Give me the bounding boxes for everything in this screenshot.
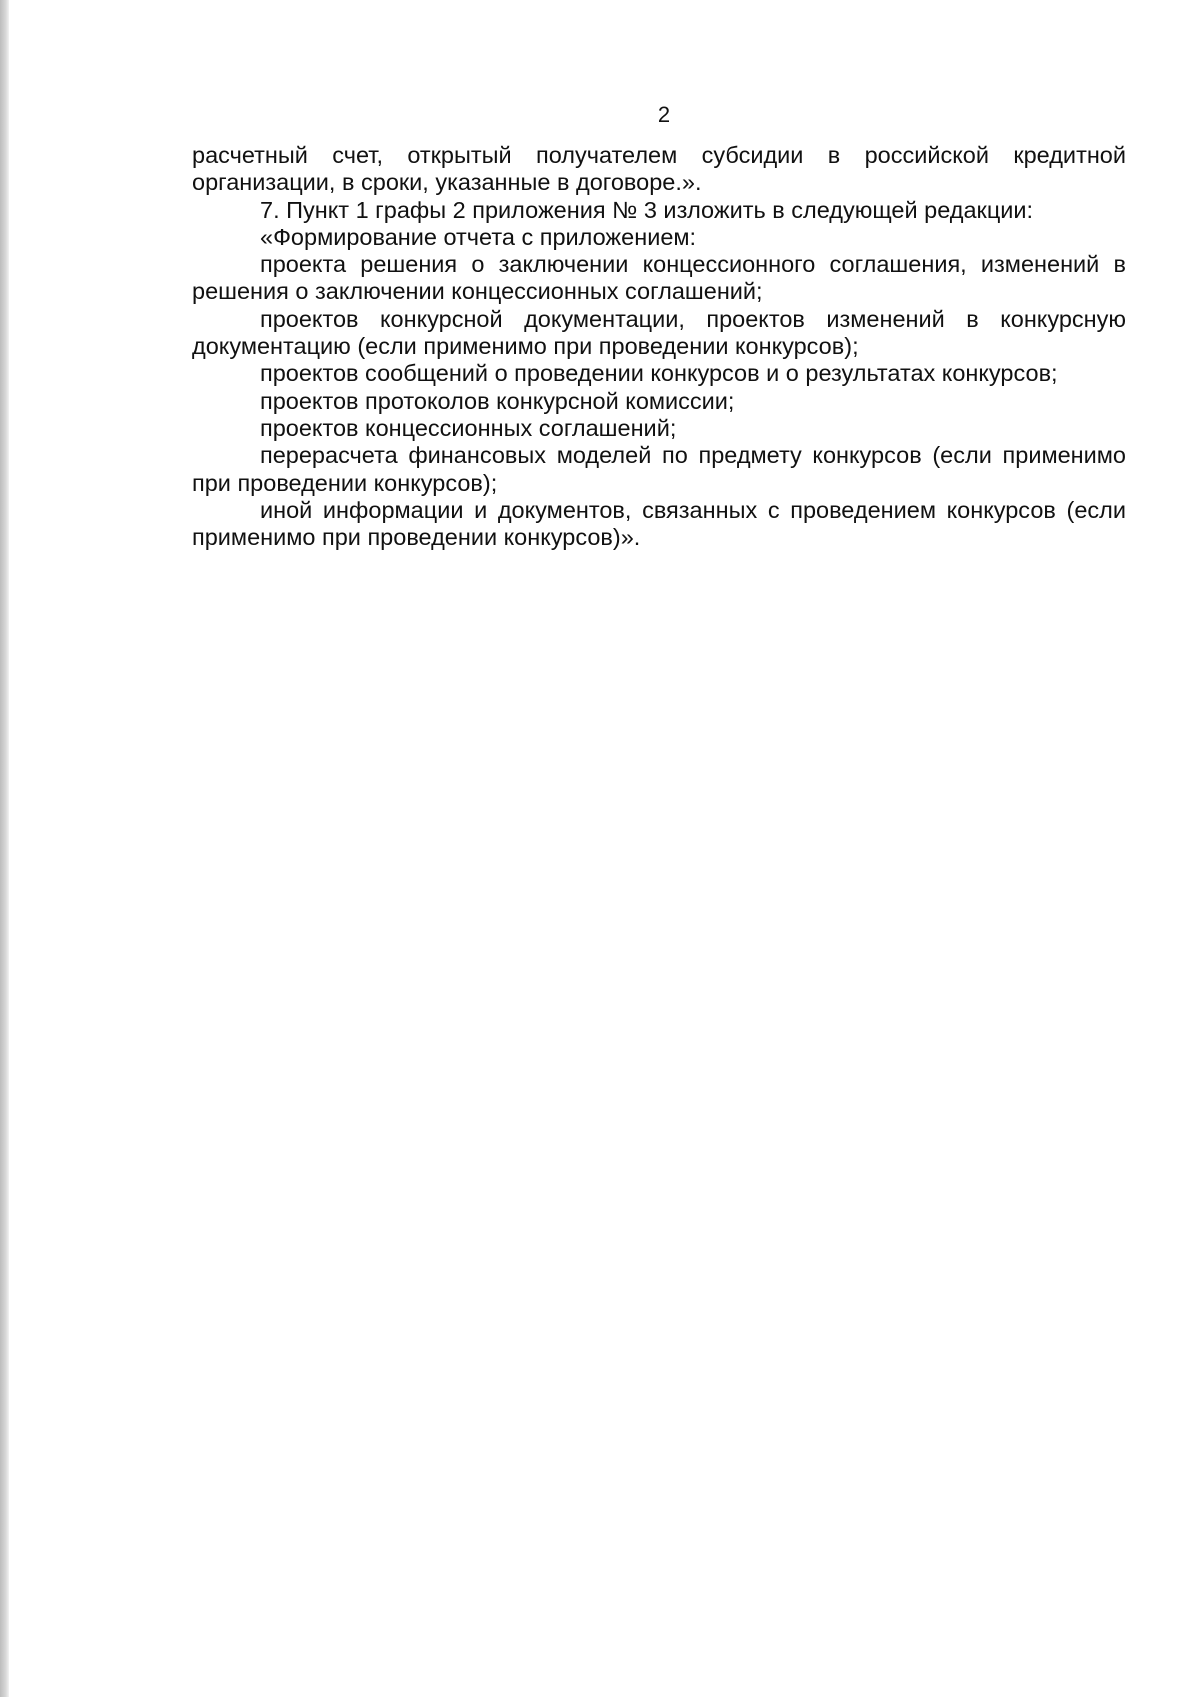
paragraph-8: проектов концессионных соглашений; (260, 414, 677, 441)
paragraph-9: перерасчета финансовых моделей по предмету конкурсов (если применимо при проведении конкурсов); (192, 442, 1126, 496)
paragraph-4: проекта решения о заключении концессионного соглашения, изменений в решения о заключении концессионных соглашений; (192, 251, 1126, 305)
scan-left-edge (0, 0, 9, 1697)
paragraph-2: 7. Пункт 1 графы 2 приложения № 3 изложить в следующей редакции: (260, 196, 1034, 223)
page-number: 2 (657, 102, 671, 127)
paragraph-7: проектов протоколов конкурсной комиссии; (260, 387, 735, 414)
paragraph-1: расчетный счет, открытый получателем субсидии в российской кредитной организации, в сроки, указанные в договоре.». (192, 142, 1126, 196)
paragraph-5: проектов конкурсной документации, проектов изменений в конкурсную документацию (если применимо при проведении конкурсов); (192, 305, 1126, 360)
paragraph-10: иной информации и документов, связанных с проведением конкурсов (если применимо при проведении конкурсов)». (192, 496, 1126, 551)
paragraph-6: проектов сообщений о проведении конкурсов и о результатах конкурсов; (260, 360, 1058, 387)
document-page (192, 100, 1126, 551)
paragraph-3: «Формирование отчета с приложением: (260, 223, 697, 250)
